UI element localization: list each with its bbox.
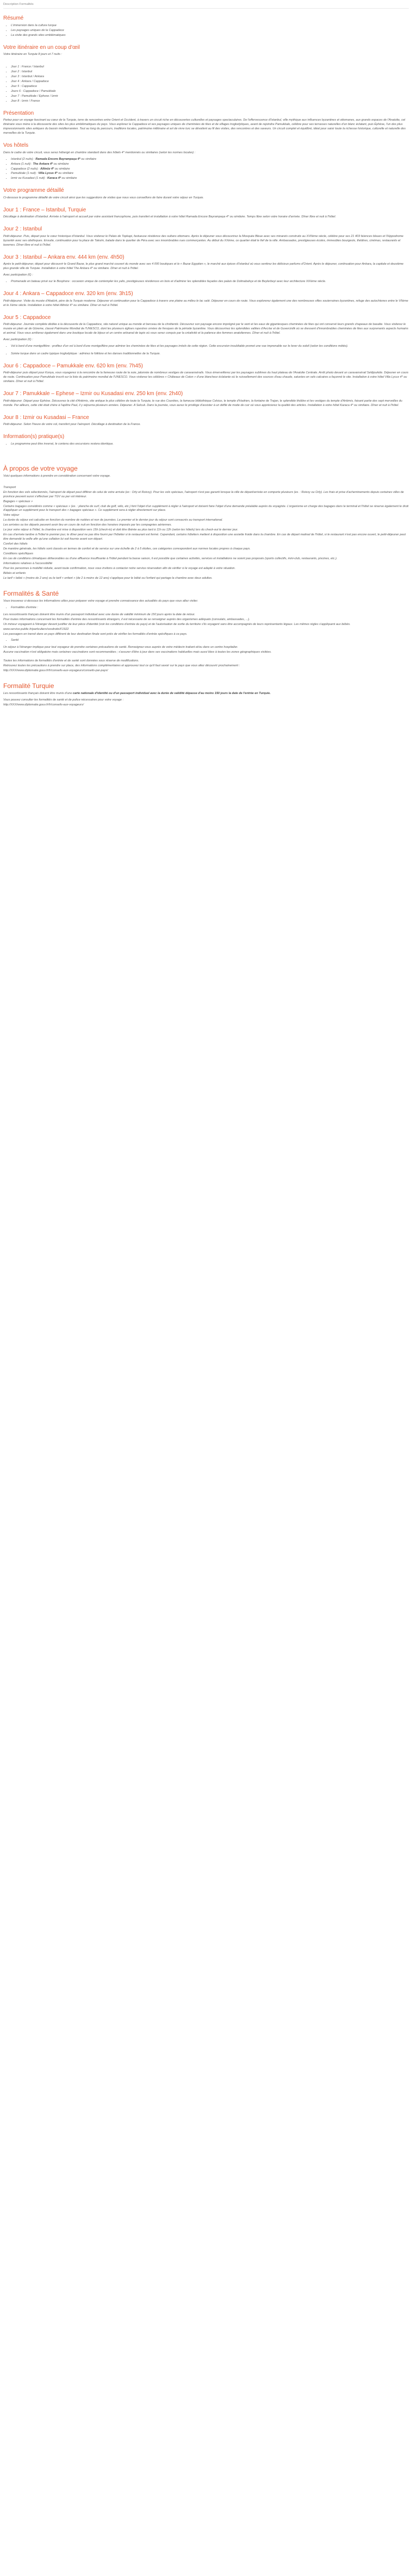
list-item: • Le programme peut être inversé, le contenu des excursions restera identique.: [11, 442, 409, 447]
formalities-paragraph: Les ressortissants français doivent être munis d'un passeport individuel avec une durée de validité minimum de 150 jours après la date de retour.: [3, 612, 196, 616]
about-paragraph: La durée du séjour est calculée en fonction du nombre de nuitées et non de journées. Le premier et le dernier jour du séjour sont consacrés au transport international.: [3, 518, 223, 522]
about-paragraph: Le tarif « bébé » (moins de 2 ans) ou le tarif « enfant » (de 2 à moins de 12 ans) s'applique pour le bébé ou l'enfant qui partage la chambre avec deux adultes.: [3, 577, 213, 580]
hotel-item: • Cappadoce (2 nuits) : Altinöz 4* ou similaire: [11, 167, 409, 172]
day-5: [3, 315, 409, 357]
day-8: [3, 415, 409, 427]
list-item: • Promenade en bateau privé sur le Bosphore : occasion unique de contempler les yalis, prestigieuses résidences en bois et d'admirer les splendides façades des palais de Dolmabahçe et de Beylerbeyi avec leur architecture XIXème siècle.: [11, 280, 409, 284]
hotel-name: Villa Lycus 4*: [38, 172, 58, 176]
list-item: • Jour 1 : France / Istanbul: [11, 65, 409, 70]
about-paragraph: De manière générale, les hôtels sont classés en termes de confort et de service sur une échelle de 2 à 5 étoiles, ces catégories correspondent aux normes locales propres à chaque pays.: [3, 547, 251, 551]
day-title: Jour 7 : Pamukkale – Ephese – Izmir ou Kusadasi env. 250 km (env. 2h40): [3, 391, 183, 397]
day-4: [3, 291, 409, 308]
presentation-text: Partez pour un voyage fascinant au cœur de la Turquie, terre de rencontres entre Orient et Occident, à travers un circuit riche en découvertes culturelles et paysages spectaculaires. De l'effervescence d'Istanbul, ville mythique aux influences byzantines et ottomanes, aux grands espaces de l'Anatolie, cet itinéraire vous mène à la découverte des sites les plus emblématiques du pays. Vous explorez la Cappadoce et ses paysages uniques de cheminées de fées et de villages troglodytiques, avant de rejoindre Pamukkale, célèbre pour ses terrasses naturelles d'un blanc éclatant, puis Éphèse, l'un des plus impressionnants sites antiques du bassin méditerranéen. Tout au long du parcours, traditions locales, patrimoine millénaire et art de vivre turc se dévoilent au fil des visites, des rencontres et des saveurs. Un circuit complet et équilibré, idéal pour saisir toute la richesse historique, culturelle et naturelle des merveilles de la Turquie.: [3, 118, 406, 135]
day-text: Petit-déjeuner. Puis, départ pour le cœur historique d'Istanbul. Vous visiterez le Palais de Topkapi, fastueuse résidence des sultans ottomans. Après le déjeuner vous découvrirez la Mosquée Bleue avec ses minarets construits au XVIIème siècle, célèbre pour ses 21 403 faïences bleues et l'Hippodrome byzantin avec ses obélisques. Ensuite, continuation pour la place de Taksim, balade dans le quartier de Péra avec ses innombrables rues commerçantes. Au début du XXème, ce quartier était le fief de la ville. Ambassades, prestigieuses écoles, immeubles bourgeois, théâtres, cinémas, restaurants et tavernes. Dîner libre et nuit à l'hôtel.: [3, 234, 404, 247]
day-title: Jour 5 : Cappadoce: [3, 314, 51, 321]
info-list: [11, 442, 409, 447]
presentation-title: Présentation: [3, 110, 34, 116]
health-paragraph: Retrouvez toutes les précautions à prendre sur place, des informations complémentaires et approuvez tout ce qu'il faut savoir sur le pays que vous allez découvrir prochainement :: [3, 664, 240, 667]
formalities-link[interactable]: www.service-public.fr/particuliers/vosdroits/F1922: [3, 627, 69, 631]
programme-section: [3, 187, 409, 200]
itinerary-title: Votre itinéraire en un coup d'œil: [3, 44, 80, 51]
list-item: • Jour 4 : Ankara / Cappadoce: [11, 80, 409, 84]
list-item: • Les paysages uniques de la Cappadoce: [11, 29, 409, 33]
list-item: • Soirée turque dans un cadre typique troglodytique : admirez le folklore et les danses traditionnelles de la Turquie.: [11, 352, 409, 357]
day-text: Petit-déjeuner. Visite du musée d'Atatürk, père de la Turquie moderne. Déjeuner et continuation pour la Cappadoce à travers une plaine au milieu le lac salé. Déjeuner en cours de route. Vous explorerez également une des nombreuses villes souterraines byzantines, refuge des autochtones entre le VIIème et le Xème siècle. Installation à votre hôtel Altinöz 4* ou similaire. Dîner et nuit à l'hôtel.: [3, 299, 408, 307]
day-text: Après le petit-déjeuner, départ pour découvrir le Grand Bazar, le plus grand marché couvert du monde avec ses 4 000 boutiques et le « Bazar Egyptien », le marché aux épices d'Istanbul où vous sentirez les délicieux parfums d'Orient. Après le déjeuner, continuation pour Ankara, la capitale et deuxième plus grande ville de Turquie. Installation à votre hôtel The Ankara 4* ou similaire. Dîner et nuit à l'hôtel.: [3, 262, 404, 271]
option-list: [11, 345, 409, 357]
health-paragraph: Toutes les informations de formalités d'entrée et de santé sont données sous réserve de modifications.: [3, 659, 139, 662]
formalities-paragraph: Les passagers en transit dans un pays différent de leur destination finale sont priés de vérifier les formalités d'entrée spécifiques à ce pays.: [3, 632, 188, 636]
day-3: [3, 254, 409, 284]
turkey-formality-bold: carte nationale d'identité ou d'un passeport individuel avec la durée de validité dépasse d'au moins 150 jours la date de l'entrée en Turquie.: [72, 691, 271, 695]
health-list: [11, 639, 409, 643]
presentation-section: [3, 110, 409, 136]
about-paragraph: Conditions spécifiques: [3, 552, 34, 556]
turkey-formality-text: Les ressortissants français doivent être munis d'une carte nationale d'identité ou d'un passeport individuel avec la durée de validité dépasse d'au moins 150 jours la date de l'entrée en Turquie.: [3, 691, 271, 695]
about-paragraph: Votre séjour: [3, 514, 20, 517]
list-item: • Formalités d'entrée :: [11, 606, 409, 610]
day-7: [3, 391, 409, 408]
hotels-title: Vos hôtels: [3, 142, 29, 149]
hotels-list: [11, 158, 409, 182]
hotels-intro: Dans le cadre de votre circuit, vous serez hébergé en chambre standard dans des hôtels 4* mentionnés ou similaires (selon les normes locales) :: [3, 151, 196, 154]
option-label: Avec participation (€) :: [3, 337, 33, 341]
day-title: Jour 4 : Ankara – Cappadoce env. 320 km (env. 3h15): [3, 291, 133, 297]
hotel-name: Altinöz 4*: [40, 167, 54, 171]
hotel-name: The Ankara 4*: [33, 162, 53, 166]
about-paragraph: En cas de conditions climatiques défavorables ou d'une affluence insuffisante à l'hôtel pendant la basse saison, il est possible que certaines activités, services et installations ne soient pas proposés (sports collectifs, mini-club, restaurants, piscines, etc.).: [3, 557, 338, 561]
list-item: • Jours 6 : Cappadoce / Pamukkale: [11, 90, 409, 94]
hotel-name: Ramada Encore Bayrampaşa 4*: [35, 157, 80, 161]
formalities-title: Formalités & Santé: [3, 590, 59, 598]
day-title: Jour 8 : Izmir ou Kusadasi – France: [3, 414, 89, 421]
turkey-formality-text2: Vous pouvez consulter les formalités de santé et de police nécessaires pour votre voyage :: [3, 698, 124, 702]
list-item: • Jour 7 : Pamukkale / Ephese / Izmir: [11, 95, 409, 99]
about-paragraph: Informations relatives à l'accessibilité: [3, 562, 53, 566]
day-1: [3, 207, 409, 220]
turkey-formality-title: Formalité Turquie: [3, 681, 54, 690]
list-item: • L'immersion dans la culture turque: [11, 24, 409, 28]
itinerary-subtitle: Votre itinéraire en Turquie 8 jours et 7 nuits :: [3, 53, 62, 57]
itinerary-section: [3, 45, 409, 104]
day-title: Jour 6 : Cappadoce – Pamukkale env. 620 km (env. 7h45): [3, 362, 143, 369]
hotel-item: • Ankara (1 nuit) : The Ankara 4* ou similaire: [11, 162, 409, 167]
about-paragraph: Pour les personnes à mobilité réduite, avant toute confirmation, nous vous invitons à contacter notre service réservation afin de vérifier si le voyage est adapté à votre situation.: [3, 567, 236, 571]
about-title: À propos de votre voyage: [3, 464, 78, 472]
about-paragraph: Le jour votre séjour à l'hôtel, la chambre est mise à disposition vers 15h (check-in) et doit être libérée au plus tard à 11h ou 12h (selon les hôtels) lors du check-out le dernier jour.: [3, 528, 239, 532]
turkey-formality-link[interactable]: http://XXX/www.diplomatie.gouv.fr/fr/conseils-aux-voyageurs/: [3, 703, 84, 706]
hotel-item: • Pamukkale (1 nuit) : Villa Lycus 4* ou similaire: [11, 172, 409, 176]
formalities-list: [11, 606, 409, 610]
day-2: [3, 226, 409, 247]
page-header: Description Formalités: [3, 2, 409, 9]
page: [0, 0, 412, 719]
hotel-name: Karaca 4*: [47, 177, 61, 180]
health-paragraph: Un séjour à l'étranger implique pour tout voyageur de prendre certaines précautions de santé. Renseignez-vous auprès de votre médecin traitant et/ou dans un centre hospitalier.: [3, 645, 238, 649]
programme-title: Votre programme détaillé: [3, 187, 64, 194]
formalities-section: [3, 590, 409, 673]
list-item: • Jour 2 : Istanbul: [11, 70, 409, 74]
day-title: Jour 2 : Istanbul: [3, 226, 42, 233]
day-text: Petit-déjeuner puis départ pour Konya, vous voyagerez à la rencontre de la fameuse route de la soie, jalonnée de nombreux vestiges de caravansérails. Vous émerveillerez par les paysages sublimes du haut plateau de l'Anatolie Centrale. Arrêt photo devant un caravansérail Seldjoukide. Déjeuner en cours de route. Continuation pour Pamukkale inscrit sur la liste du patrimoine mondial de l'UNESCO. Vous visiterez les célèbres « Châteaux de Coton » d'une blancheur éclatante où le ruissellement des sources d'eau chaude, saturées en sels calcaires a façonné le site. Installation à votre hôtel Villa Lycus 4* ou similaire. Dîner et nuit à l'hôtel.: [3, 371, 409, 384]
hotel-item: • Istanbul (2 nuits) : Ramada Encore Bayrampaşa 4* ou similaire: [11, 158, 409, 162]
list-item: • Jour 8 : Izmir / France: [11, 99, 409, 104]
turkey-formality-section: [3, 682, 409, 708]
programme-intro: Ci-dessous le programme détaillé de votre circuit ainsi que les suggestions de visites que nous vous conseillons de faire durant votre séjour en Turquie.: [3, 196, 204, 199]
day-6: [3, 363, 409, 384]
formalities-paragraph: Un mineur voyageant à l'étranger devant justifier de leur pièce d'identité (voir les conditions d'entrée du pays) et de l'autorisation de sortie du territoire s'ils voyagent sans être accompagnés de leurs représentants légaux. Les mêmes règles s'appliquent aux bébés.: [3, 622, 351, 626]
itinerary-list: [11, 65, 409, 104]
about-paragraph: Bagages « spéciaux »: [3, 499, 33, 503]
about-paragraph: En cas d'arrivée tardive à l'hôtel le premier jour, le dîner peut ne pas être fourni par l'hôtelier si le restaurant est fermé. Cependant, certains hôteliers mettent à disposition une assiette froide dans la chambre. En cas de départ matinal de l'hôtel, si le restaurant n'est pas encore ouvert, le petit-déjeuner peut être demandé la veille afin qu'une collation lui soit fournie avant son départ.: [3, 533, 406, 541]
resume-section: [3, 15, 409, 37]
about-section: [3, 465, 409, 581]
about-body: [3, 486, 409, 581]
about-paragraph: Les arrivées ou les départs peuvent avoir lieu en cours de nuit en fonction des horaires imposés par les compagnies aériennes.: [3, 523, 172, 527]
list-item: • Jour 5 : Cappadoce: [11, 85, 409, 89]
about-paragraph: Certains bagages considérés comme « spéciaux » (ex. : planche de surf, club de golf, vélo, etc.) font l'objet d'un supplément à régler à l'aéroport et doivent faire l'objet d'une demande préalable auprès du voyagiste. L'organisme en charge des bagages dans le terminal et l'hôtel se réserve également le droit d'appliquer un supplément pour le transport des « bagages spéciaux ». Ce supplément sera à régler directement sur place.: [3, 504, 409, 512]
resume-list: [11, 24, 409, 38]
info-section: [3, 434, 409, 446]
about-paragraph: Confort des hôtels: [3, 542, 28, 546]
list-item: • Jour 3 : Istanbul / Ankara: [11, 75, 409, 79]
list-item: • Vol à bord d'une montgolfière : profitez d'un vol à bord d'une montgolfière pour admirer les cheminées de fées et les paysages irréels de cette région. Cette excursion inoubliable promet une vue imprenable sur le lever du soleil (selon les conditions météo).: [11, 345, 409, 349]
formalities-paragraph: Pour toutes informations concernant les formalités d'entrée des ressortissants étrangers, il est nécessaire de se renseigner auprès des organismes adéquats (consulats, ambassades, ...).: [3, 617, 250, 621]
day-text: Décollage à destination d'Istanbul. Arrivée à l'aéroport et accueil par votre assistant francophone, puis transfert et installation à votre hôtel Ramada Encore Bayrampaşa 4* ou similaire. Temps libre selon votre horaire d'arrivée. Dîner libre et nuit à l'hôtel.: [3, 215, 336, 219]
day-title: Jour 1 : France – Istanbul, Turquie: [3, 207, 86, 213]
about-intro: Voici quelques informations à prendre en considération concernant votre voyage.: [3, 474, 111, 478]
hotels-section: [3, 142, 409, 181]
health-paragraph: Aucune vaccination n'est obligatoire mais certaines vaccinations sont recommandées ; s'assurer d'être à jour dans ses vaccinations habituelles mais aussi liées à toutes les zones géographiques visitées.: [3, 650, 272, 654]
about-paragraph: Transport: [3, 485, 16, 489]
info-title: Information(s) pratique(s): [3, 434, 65, 440]
hotel-item: • Izmir ou Kusadasi (1 nuit) : Karaca 4* ou similaire: [11, 177, 409, 181]
option-label: Avec participation (€) :: [3, 273, 33, 277]
about-paragraph: En fonction des vols sélectionnés, l'aéroport de départ peut différer de celui de votre arrivée (ex : Orly et Roissy). Pour les vols spéciaux, l'aéroport n'est pas garanti lorsque la ville de départ/arrivée en comporte plusieurs (ex. : Roissy ou Orly). Les frais et prise d'acheminements depuis certaines villes de province peuvent aussi s'effectuer par TGV ou par vol intérieur.: [3, 490, 404, 498]
list-item: • Santé: [11, 639, 409, 643]
day-text: Petit-déjeuner. Journée complète dédiée à la découverte de la Cappadoce, site naturel unique au monde et berceau de la chrétienté. Découvrez son paysage encore imprégné par le vent et les eaux de gigantesques cheminées de fées qui ont conservé leurs grands chapeaux de basalte. Vous visiterez le musée en plein air de Göreme, classé Patrimoine Mondial de l'UNESCO, dont les plusieurs églises rupestres ornées de fresques de la période byzantine. Vous découvrirez les splendides vallées d'Avcılar et de Guvercinlik où se dressent d'innombrables cheminées de fées aux surprenants aspects humains et animal. Vous vous arrêterez également dans une boutique locale de bijoux et un centre artisanal de tapis où vous serez conquis par la créativité et la patience des femmes anatoliennes. Dîner et nuit à l'hôtel.: [3, 323, 409, 335]
health-link[interactable]: http://XXX/www.diplomatie.gouv.fr/fr/conseils-aux-voyageurs/conseils-par-pays/: [3, 668, 108, 672]
list-item: • La visite des grands sites emblématiques: [11, 34, 409, 38]
resume-title: Résumé: [3, 15, 24, 22]
option-list: [11, 280, 409, 284]
day-text: Petit-déjeuner. Départ pour Ephèse. Découvrez la cité d'Artémis, site antique le plus célèbre de toute la Turquie, le rue des Courètes, la fameuse bibliothèque Celsius, le temple d'Hadrien, la fontaine de Trajan, le splendide théâtre et les vestiges du temple d'Artémis, faisant partie des sept merveilles du monde. Par ailleurs, cette cité était chère à l'apôtre Paul, il y séjourna plusieurs années. Déjeuner. A Selcuk. Dans la journée, vous aurez le privilège d'assister à un défilé de mode de cuir où vous apprécierez la qualité des articles. Installation à votre hôtel Karaca 4* ou similaire. Dîner et nuit à l'hôtel.: [3, 399, 403, 407]
day-text: Petit-déjeuner. Selon l'heure de votre vol, transfert pour l'aéroport. Décollage à destination de la France.: [3, 423, 141, 427]
about-paragraph: Bébés et enfants: [3, 572, 26, 576]
day-title: Jour 3 : Istanbul – Ankara env. 444 km (env. 4h50): [3, 254, 124, 260]
formalities-intro: Vous trouverez ci-dessous les informations utiles pour préparer votre voyage et prendre connaissance des actualités du pays que vous allez visiter.: [3, 599, 198, 603]
